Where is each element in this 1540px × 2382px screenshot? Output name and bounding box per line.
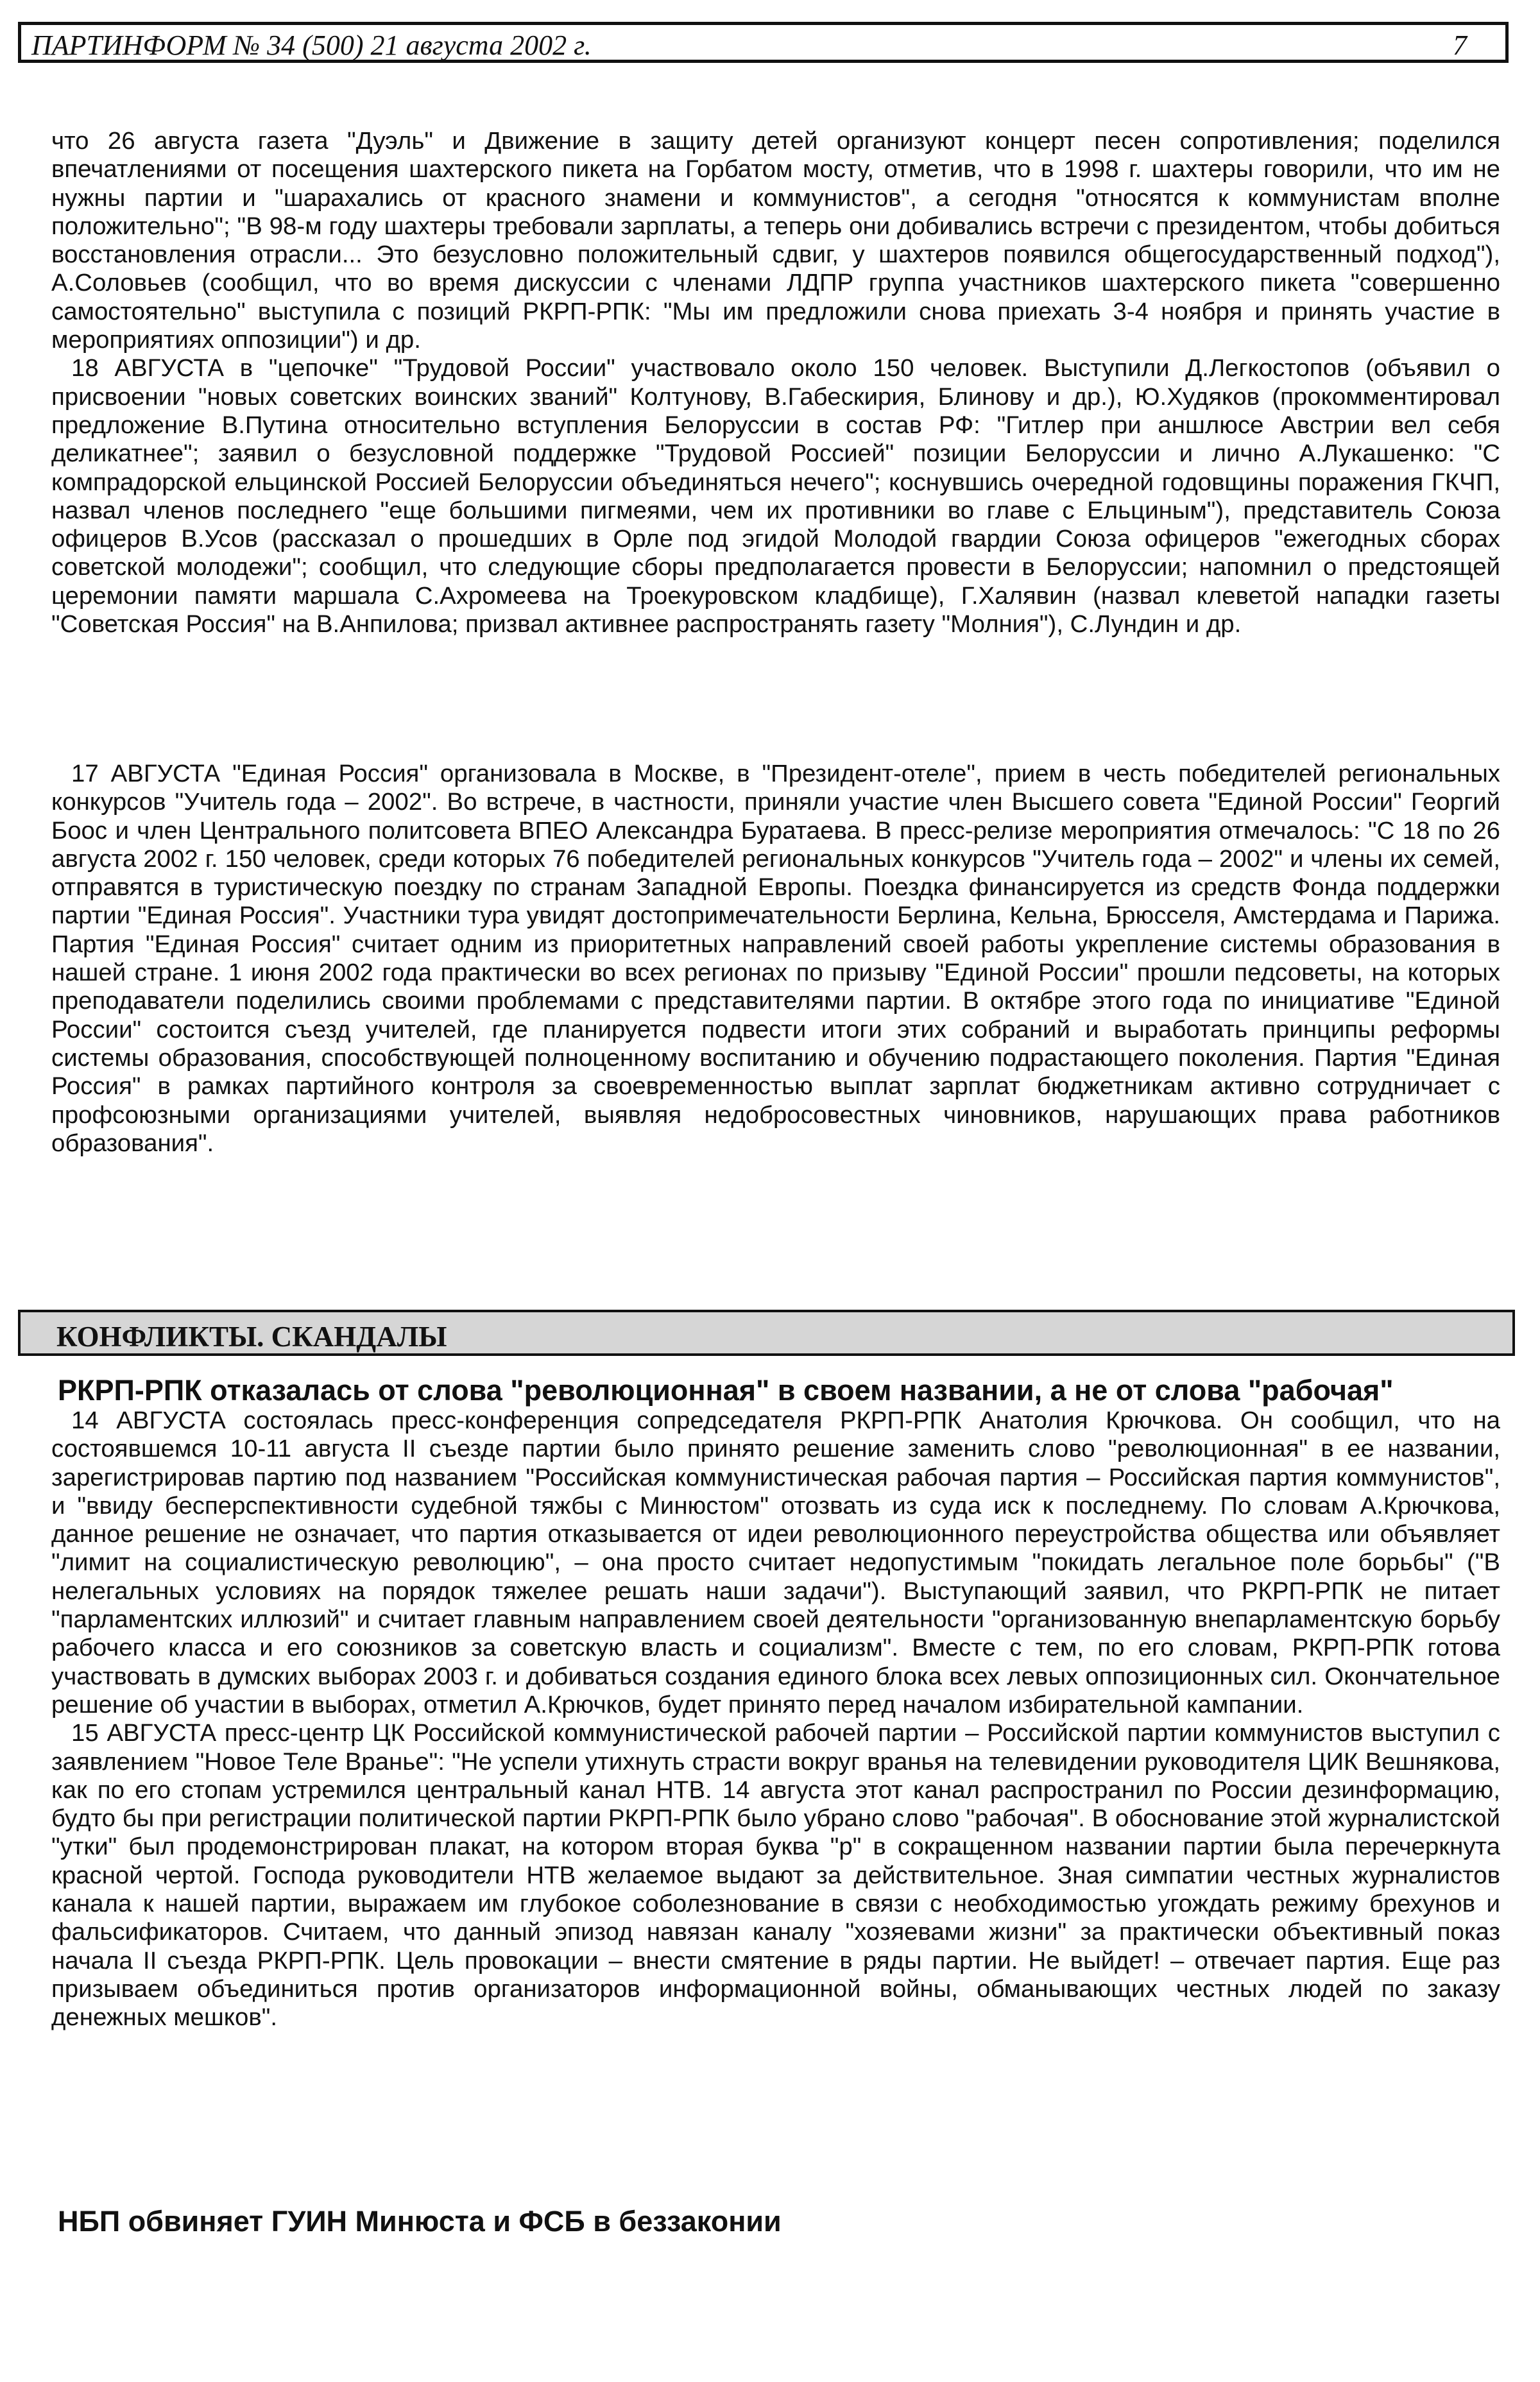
paragraph: 15 АВГУСТА пресс-центр ЦК Российской коммунистической рабочей партии – Российской партии коммунистов выступил с заявлением "Новое Теле Вранье": "Не успели утихнуть страсти вокруг вранья на телевидении руководителя ЦИК Вешнякова, как по его стопам устремился центральный канал НТВ. 14 августа этот канал распространил по России дезинформацию, будто бы при регистрации политической партии РКРП-РПК было убрано слово "рабочая". В обоснование этой журналистской "утки" был продемонстрирован плакат, на котором вторая буква "р" в сокращенном названии партии была перечеркнута красной чертой. Господа руководители НТВ желаемое выдают за действительное. Зная симпатии честных журналистов канала к нашей партии, выражаем им глубокое соболезнование в связи с необходимостью угождать режиму брехунов и фальсификаторов. Считаем, что данный эпизод навязан каналу "хозяевами жизни" за практически объективный показ начала II съезда РКРП-РПК. Цель провокации – внести смятение в ряды партии. Не выйдет! – отвечает партия. Еще раз призываем объединиться против организаторов информационной войны, обманывающих честных людей по заказу денежных мешков". (51, 1719, 1500, 2032)
section-banner (18, 1310, 1515, 1356)
issue-title: ПАРТИНФОРМ № 34 (500) 21 августа 2002 г. (31, 30, 592, 61)
running-header (18, 22, 1509, 63)
paragraph: 18 АВГУСТА в "цепочке" "Трудовой России" участвовало около 150 человек. Выступили Д.Легкостопов (объявил о присвоении "новых советских воинских званий" Колтунову, В.Габескирия, Блинову и др.), Ю.Худяков (прокомментировал предложение В.Путина относительно вступления Белоруссии в состав РФ: "Гитлер при аншлюсе Австрии вел себя деликатнее"; заявил о безусловной поддержке "Трудовой Россией" позиции Белоруссии и лично А.Лукашенко: "С компрадорской ельцинской Россией Белоруссии объединяться нечего"; коснувшись очередной годовщины поражения ГКЧП, назвал членов последнего "еще большими пигмеями, чем их противники во главе с Ельциным"), представитель Союза офицеров В.Усов (рассказал о прошедших в Орле под эгидой Молодой гвардии Союза офицеров "ежегодных сборах советской молодежи"; сообщил, что следующие сборы предполагается провести в Белоруссии; напомнил о предстоящей церемонии памяти маршала С.Ахромеева на Троекуровском кладбище), Г.Халявин (назвал клеветой нападки газеты "Советская Россия" на В.Анпилова; призвал активнее распространять газету "Молния"), С.Лундин и др. (51, 354, 1500, 638)
paragraph: 17 АВГУСТА "Единая Россия" организовала в Москве, в "Президент-отеле", прием в честь победителей региональных конкурсов "Учитель года – 2002". Во встрече, в частности, приняли участие член Высшего совета "Единой России" Георгий Боос и член Центрального политсовета ВПЕО Александра Буратаева. В пресс-релизе мероприятия отмечалось: "С 18 по 26 августа 2002 г. 150 человек, среди которых 76 победителей региональных конкурсов "Учитель года – 2002" и члены их семей, отправятся в туристическую поездку по странам Западной Европы. Поездка финансируется из средств Фонда поддержки партии "Единая Россия". Участники тура увидят достопримечательности Берлина, Кельна, Брюсселя, Амстердама и Парижа. Партия "Единая Россия" считает одним из приоритетных направлений своей работы укрепление системы образования в нашей стране. 1 июня 2002 года практически во всех регионах по призыву "Единой России" прошли педсоветы, на которых преподаватели поделились своими проблемами с представителями партии. В октябре этого года по инициативе "Единой России" состоится съезд учителей, где планируется подвести итоги этих собраний и выработать принципы реформы системы образования, способствующей полноценному воспитанию и обучению подрастающего поколения. Партия "Единая Россия" в рамках партийного контроля за своевременностью выплат зарплат бюджетникам активно сотрудничает с профсоюзными организациями учителей, выявляя недобросовестных чиновников, нарушающих права работников образования". (51, 760, 1500, 1157)
article-body (51, 1407, 1500, 2032)
page-number: 7 (1453, 30, 1467, 61)
continued-report-block (51, 127, 1500, 638)
article-headline: НБП обвиняет ГУИН Минюста и ФСБ в беззаконии (58, 2205, 782, 2238)
article-headline: РКРП-РПК отказалась от слова "революционная" в своем названии, а не от слова "рабочая" (58, 1374, 1394, 1407)
section-title: КОНФЛИКТЫ. СКАНДАЛЫ (56, 1321, 447, 1353)
paragraph: что 26 августа газета "Дуэль" и Движение в защиту детей организуют концерт песен сопротивления; поделился впечатлениями от посещения шахтерского пикета на Горбатом мосту, отметив, что в 1998 г. шахтеры говорили, что им не нужны партии и "шарахались от красного знамени и коммунистов", а сегодня "относятся к коммунистам вполне положительно"; "В 98-м году шахтеры требовали зарплаты, а теперь они добивались встречи с президентом, чтобы добиться восстановления отрасли... Это безусловно положительный сдвиг, у шахтеров появился общегосударственный подход"), А.Соловьев (сообщил, что во время дискуссии с членами ЛДПР группа участников шахтерского пикета "совершенно самостоятельно" выступила с позиций РКРП-РПК: "Мы им предложили снова приехать 3-4 ноября и принять участие в мероприятиях оппозиции") и др. (51, 127, 1500, 354)
united-russia-report-block (51, 760, 1500, 1158)
paragraph: 14 АВГУСТА состоялась пресс-конференция сопредседателя РКРП-РПК Анатолия Крючкова. Он сообщил, что на состоявшемся 10-11 августа II съезде партии было принято решение заменить слово "революционная" в ее названии, зарегистрировав партию под названием "Российская коммунистическая рабочая партия – Российская партия коммунистов", и "ввиду бесперспективности судебной тяжбы с Минюстом" отозвать из суда иск к последнему. По словам А.Крючкова, данное решение не означает, что партия отказывается от идеи революционного переустройства общества или объявляет "лимит на социалистическую революцию", – она просто считает недопустимым "покидать легальное поле борьбы" ("В нелегальных условиях на порядок тяжелее решать наши задачи"). Выступающий заявил, что РКРП-РПК не питает "парламентских иллюзий" и считает главным направлением своей деятельности "организованную внепарламентскую борьбу рабочего класса и его союзников за советскую власть и социализм". Вместе с тем, по его словам, РКРП-РПК готова участвовать в думских выборах 2003 г. и добиваться создания единого блока всех левых оппозиционных сил. Окончательное решение об участии в выборах, отметил А.Крючков, будет принято перед началом избирательной кампании. (51, 1407, 1500, 1718)
